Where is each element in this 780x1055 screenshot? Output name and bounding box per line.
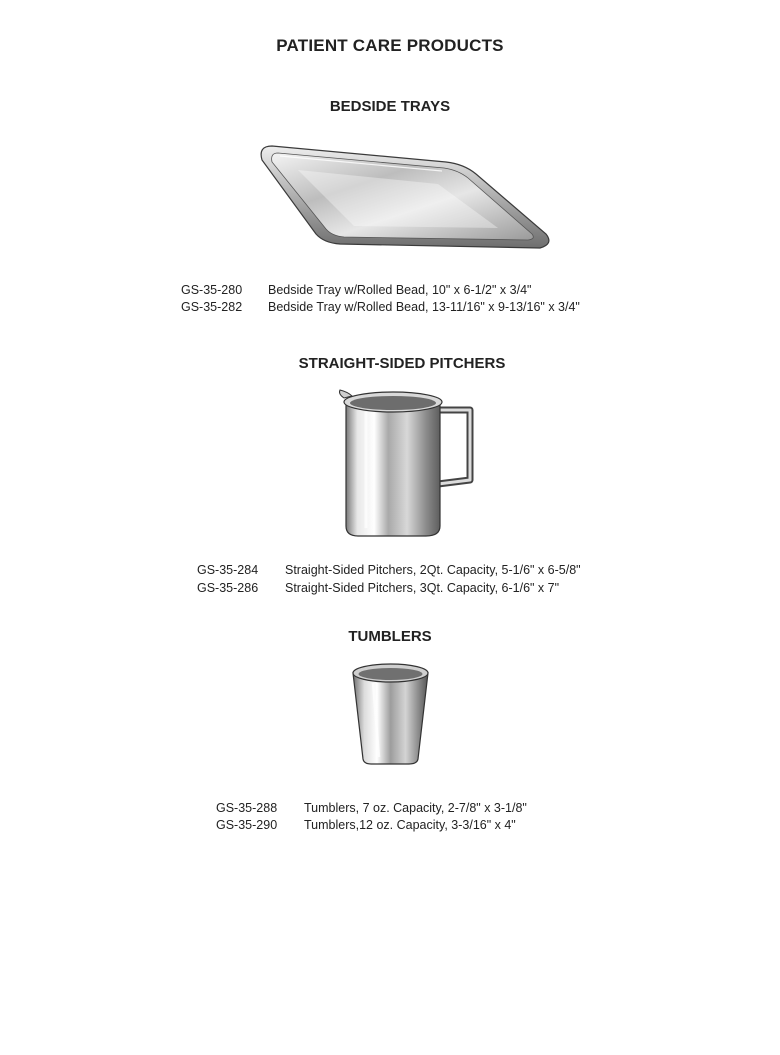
section-heading-bedside-trays: BEDSIDE TRAYS [329,98,451,115]
item-row [197,563,581,577]
item-description: Bedside Tray w/Rolled Bead, 13-11/16" x 9-13/16" x 3/4" [268,300,580,314]
item-code: GS-35-284 [197,563,259,577]
item-row [181,300,580,314]
item-description: Bedside Tray w/Rolled Bead, 10" x 6-1/2" x 3/4" [268,283,532,297]
section-heading-tumblers: TUMBLERS [348,628,432,645]
bedside-tray-image [258,140,558,260]
item-row [216,818,516,832]
item-code: GS-35-282 [181,300,243,314]
item-row [197,581,560,595]
item-description: Straight-Sided Pitchers, 2Qt. Capacity, 5-1/6" x 6-5/8" [285,563,581,577]
item-row [181,283,532,297]
section-heading-straight-sided-pitchers: STRAIGHT-SIDED PITCHERS [298,355,506,372]
item-row [216,801,527,815]
item-code: GS-35-286 [197,581,259,595]
page-title: PATIENT CARE PRODUCTS [276,36,504,55]
item-code: GS-35-280 [181,283,243,297]
item-code: GS-35-288 [216,801,278,815]
item-code: GS-35-290 [216,818,278,832]
tumbler-image [351,661,431,766]
item-description: Straight-Sided Pitchers, 3Qt. Capacity, 6-1/6" x 7" [285,581,560,595]
item-description: Tumblers, 7 oz. Capacity, 2-7/8" x 3-1/8" [304,801,527,815]
straight-sided-pitcher-image [338,388,478,538]
item-description: Tumblers,12 oz. Capacity, 3-3/16" x 4" [304,818,516,832]
